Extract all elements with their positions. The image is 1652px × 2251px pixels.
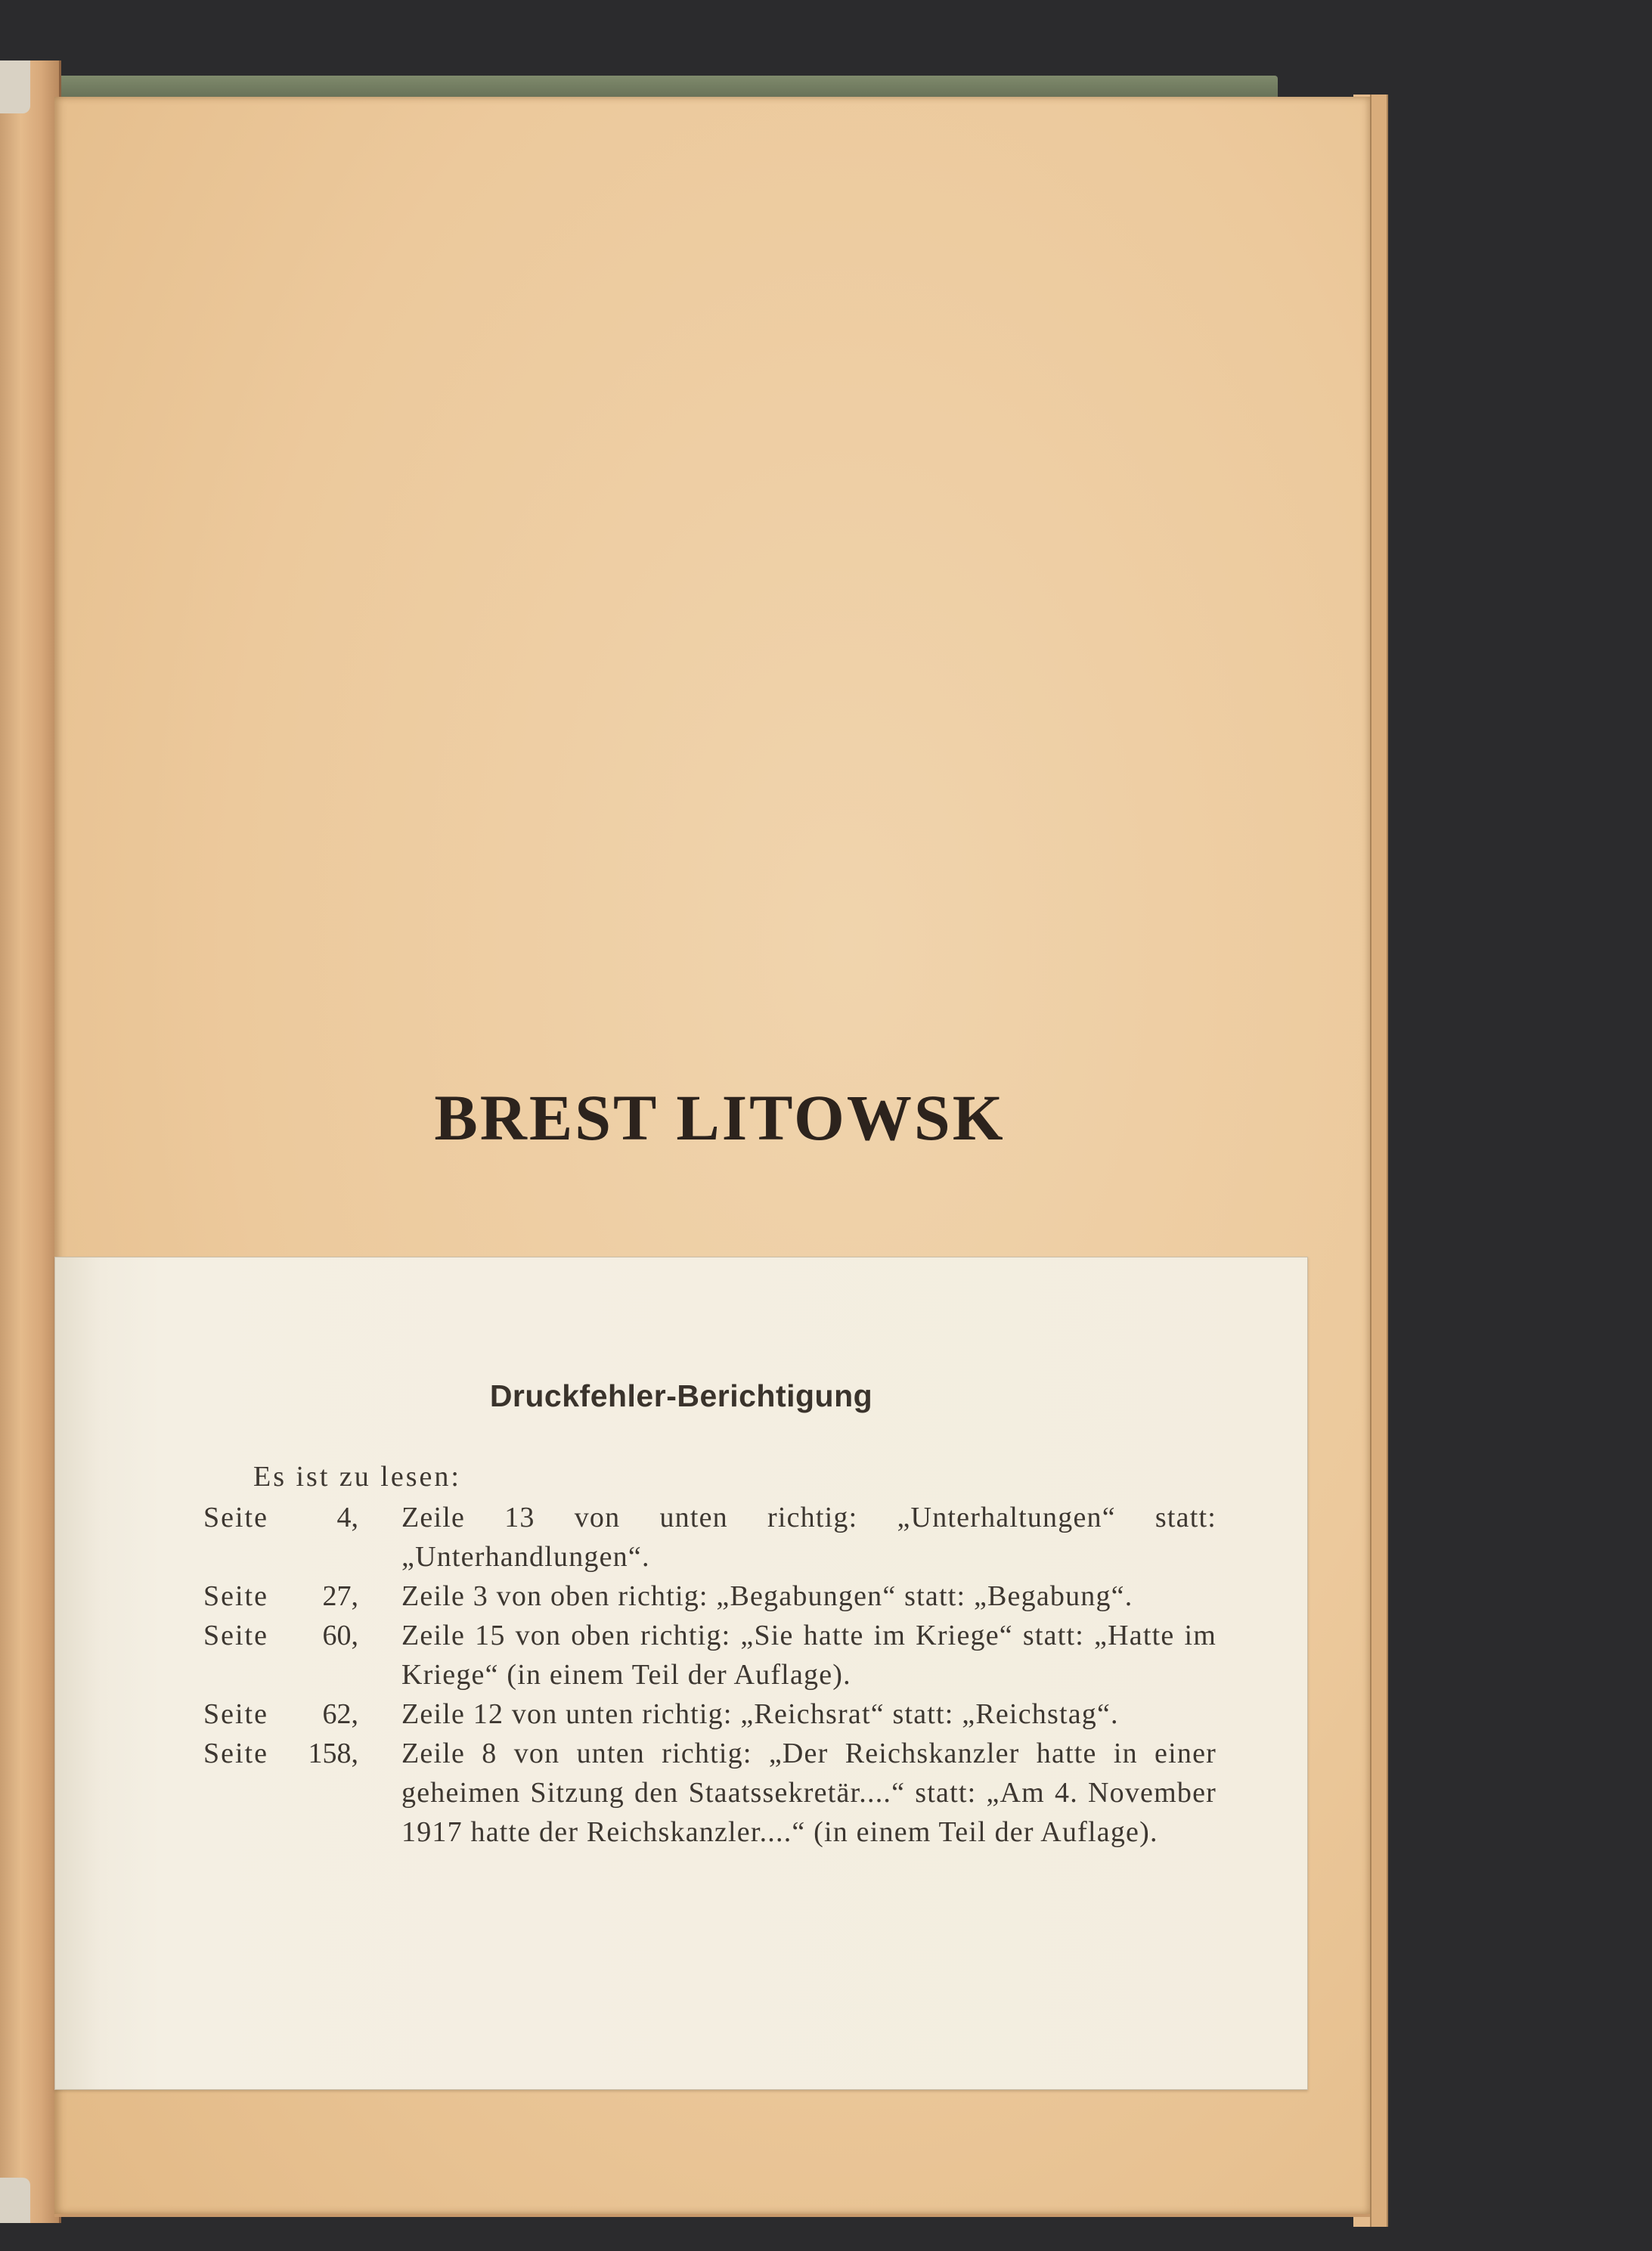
errata-page-label: Seite	[203, 1620, 268, 1651]
errata-page-number: 62,	[322, 1698, 358, 1730]
errata-page-number: 4,	[336, 1502, 358, 1533]
left-page-edge	[0, 60, 61, 2223]
errata-page-label: Seite	[203, 1580, 268, 1612]
errata-text: Zeile 13 von unten richtig: „Unterhaltungen“ statt: „Unterhandlungen“.	[401, 1502, 1217, 1573]
errata-text: Zeile 3 von oben richtig: „Begabungen“ statt: „Begabung“.	[401, 1580, 1133, 1612]
errata-page-label: Seite	[203, 1698, 268, 1730]
errata-slip	[54, 1257, 1308, 2090]
errata-entry	[203, 1616, 1217, 1694]
errata-page-number: 60,	[322, 1620, 358, 1651]
errata-entry	[203, 1498, 1217, 1577]
errata-list	[203, 1498, 1217, 1852]
errata-entry	[203, 1577, 1217, 1616]
errata-page-number: 27,	[322, 1580, 358, 1612]
errata-page-number: 158,	[308, 1738, 358, 1769]
errata-heading: Druckfehler-Berichtigung	[489, 1378, 873, 1413]
errata-text: Zeile 15 von oben richtig: „Sie hatte im Kriege“ statt: „Hatte im Kriege“ (in einem Teil der Auflage).	[401, 1620, 1217, 1691]
frayed-binding-bottom	[0, 2178, 30, 2223]
errata-text: Zeile 12 von unten richtig: „Reichsrat“ statt: „Reichstag“.	[401, 1698, 1119, 1730]
frayed-binding-top	[0, 60, 30, 113]
page-title: BREST LITOWSK	[434, 1081, 1006, 1154]
errata-text: Zeile 8 von unten richtig: „Der Reichskanzler hatte in einer geheimen Sitzung den Staatssekretär....“ statt: „Am 4. November 1917 hatte der Reichskanzler....“ (in einem Teil der Auflage).	[401, 1738, 1217, 1848]
errata-entry	[203, 1694, 1217, 1734]
errata-intro: Es ist zu lesen:	[253, 1461, 461, 1493]
errata-entry	[203, 1734, 1217, 1852]
errata-page-label: Seite	[203, 1738, 268, 1769]
errata-page-label: Seite	[203, 1502, 268, 1533]
